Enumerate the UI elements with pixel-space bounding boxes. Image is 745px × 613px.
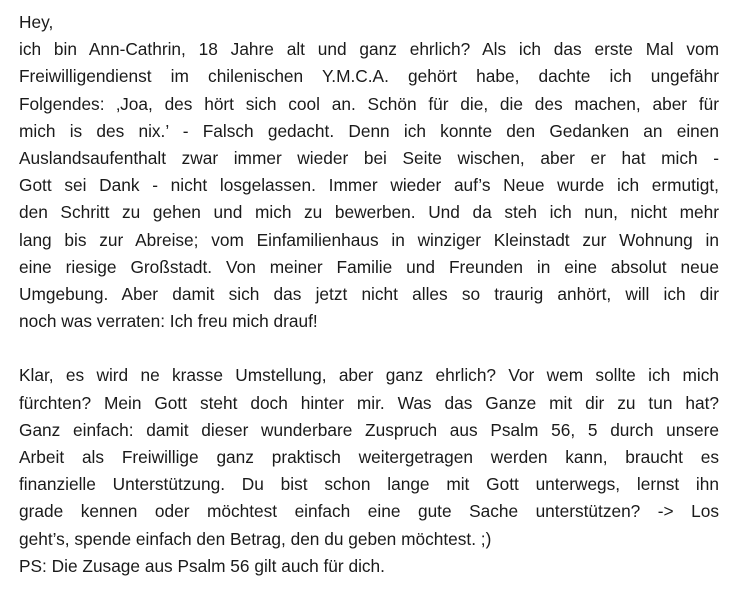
paragraph-spacer bbox=[19, 335, 719, 362]
greeting: Hey, bbox=[19, 12, 54, 32]
text-line: Ganz einfach: damit dieser wunderbare Zuspruch aus Psalm 56, 5 durch unsere bbox=[19, 419, 719, 440]
paragraph-1 bbox=[19, 36, 719, 335]
text-line: Folgendes: ‚Joa, des hört sich cool an. Schön für die, die des machen, aber für bbox=[19, 93, 719, 114]
text-line: fürchten? Mein Gott steht doch hinter mir. Was das Ganze mit dir zu tun hat? bbox=[19, 392, 719, 413]
text-line: geht’s, spende einfach den Betrag, den du geben möchtest. ;) bbox=[19, 528, 492, 549]
text-line: Umgebung. Aber damit sich das jetzt nicht alles so traurig anhört, will ich dir bbox=[19, 283, 719, 304]
text-line: ich bin Ann-Cathrin, 18 Jahre alt und ganz ehrlich? Als ich das erste Mal vom bbox=[19, 39, 719, 60]
text-line: noch was verraten: Ich freu mich drauf! bbox=[19, 311, 318, 332]
text-line: eine riesige Großstadt. Von meiner Familie und Freunden in eine absolut neue bbox=[19, 256, 719, 277]
text-line: grade kennen oder möchtest einfach eine gute Sache unterstützen? -> Los bbox=[19, 501, 719, 522]
text-line: Gott sei Dank - nicht losgelassen. Immer wieder auf’s Neue wurde ich ermutigt, bbox=[19, 175, 719, 196]
text-line: mich is des nix.’ - Falsch gedacht. Denn ich konnte den Gedanken an einen bbox=[19, 120, 719, 141]
text-line: den Schritt zu gehen und mich zu bewerben. Und da steh ich nun, nicht mehr bbox=[19, 202, 719, 223]
postscript: PS: Die Zusage aus Psalm 56 gilt auch für dich. bbox=[19, 555, 385, 576]
paragraph-2 bbox=[19, 362, 719, 552]
text-line: Auslandsaufenthalt zwar immer wieder bei Seite wischen, aber er hat mich - bbox=[19, 147, 719, 168]
text-line: Klar, es wird ne krasse Umstellung, aber ganz ehrlich? Vor wem sollte ich mich bbox=[19, 365, 719, 386]
text-line: finanzielle Unterstützung. Du bist schon lange mit Gott unterwegs, lernst ihn bbox=[19, 474, 719, 495]
text-line: Freiwilligendienst im chilenischen Y.M.C.A. gehört habe, dachte ich ungefähr bbox=[19, 66, 719, 87]
text-line: Arbeit als Freiwillige ganz praktisch weitergetragen werden kann, braucht es bbox=[19, 447, 719, 467]
text-line: lang bis zur Abreise; vom Einfamilienhaus in winziger Kleinstadt zur Wohnung in bbox=[19, 229, 719, 250]
letter-document bbox=[19, 9, 719, 580]
